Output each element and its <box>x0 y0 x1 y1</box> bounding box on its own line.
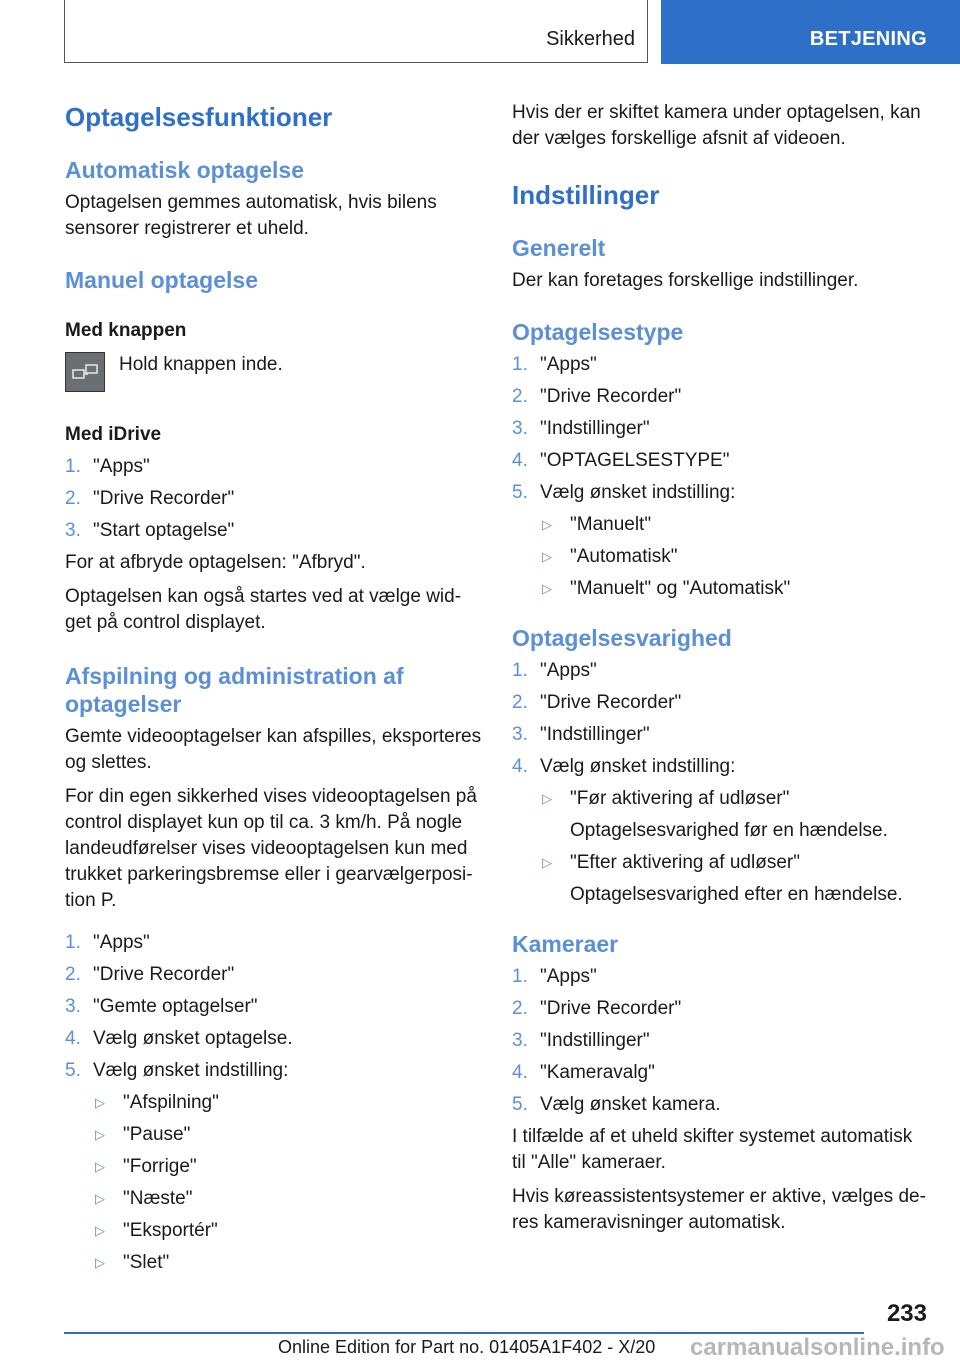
button-instruction-text: Hold knappen inde. <box>119 354 283 375</box>
recording-type-heading: Optagelsestype <box>512 319 684 345</box>
option-item: ▷ "Pause" <box>65 1122 483 1148</box>
general-heading: Generelt <box>512 235 606 261</box>
general-text: Der kan foretages forskellige indstillinger. <box>512 270 859 291</box>
triangle-bullet-icon: ▷ <box>542 517 552 532</box>
list-item: 1. "Apps" <box>512 354 597 375</box>
watermark: carmanualsonline.info <box>690 1334 945 1361</box>
page-number: 233 <box>886 1300 927 1327</box>
cameras-text-1: I tilfælde af et uheld skifter systemet automatisk til "Alle" kameraer. <box>512 1126 913 1173</box>
widget-text: Optagelsen kan også startes ved at vælge wid-get på control displayet. <box>65 586 462 633</box>
triangle-bullet-icon: ▷ <box>95 1159 105 1174</box>
list-item: 1. "Apps" <box>65 456 150 477</box>
recording-duration-heading: Optagelsesvarighed <box>512 625 732 651</box>
button-instruction <box>65 352 483 392</box>
option-note: Optagelsesvarighed før en hændelse. <box>570 820 888 841</box>
triangle-bullet-icon: ▷ <box>542 549 552 564</box>
list-item: 5. Vælg ønsket indstilling: <box>512 482 736 503</box>
cameras-text-2: Hvis køreassistentsystemer er aktive, vælges de-res kameravisninger automatisk. <box>512 1186 926 1233</box>
option-item: ▷ "Eksportér" <box>65 1218 483 1244</box>
option-item: ▷ "Efter aktivering af udløser" <box>512 850 930 876</box>
option-item: ▷ "Afspilning" <box>65 1090 483 1116</box>
list-item: 4. Vælg ønsket optagelse. <box>65 1028 293 1049</box>
list-item: 2. "Drive Recorder" <box>65 488 235 509</box>
header-chapter-tab <box>661 0 960 64</box>
option-item: ▷ "Manuelt" og "Automatisk" <box>512 576 930 602</box>
option-note: Optagelsesvarighed efter en hændelse. <box>570 884 903 905</box>
header-section-title: Sikkerhed <box>546 28 635 50</box>
left-column <box>65 100 483 1282</box>
list-item: 1. "Apps" <box>512 966 597 987</box>
option-item: ▷ "Manuelt" <box>512 512 930 538</box>
triangle-bullet-icon: ▷ <box>542 855 552 870</box>
list-item: 4. "Kameravalg" <box>512 1062 655 1083</box>
option-item: ▷ "Forrige" <box>65 1154 483 1180</box>
playback-steps-list <box>65 930 483 1276</box>
triangle-bullet-icon: ▷ <box>95 1191 105 1206</box>
record-button-icon <box>65 352 105 392</box>
triangle-bullet-icon: ▷ <box>95 1127 105 1142</box>
list-item: 2. "Drive Recorder" <box>512 692 682 713</box>
playback-text-2: For din egen sikkerhed vises videooptagelsen på control displayet kun op til ca. 3 km/h. På nogle landeudførelser vises videooptagelsen kun med trukket parkeringsbremse eller i gearvælgerposi-tion P. <box>65 786 477 911</box>
option-item: ▷ "Slet" <box>65 1250 483 1276</box>
triangle-bullet-icon: ▷ <box>542 791 552 806</box>
recording-duration-list <box>512 658 930 908</box>
idrive-subheading: Med iDrive <box>65 424 162 445</box>
playback-text-1: Gemte videooptagelser kan afspilles, eksporteres og slettes. <box>65 726 482 773</box>
triangle-bullet-icon: ▷ <box>542 581 552 596</box>
stop-recording-text: For at afbryde optagelsen: "Afbryd". <box>65 552 366 573</box>
playback-heading: Afspilning og administration af optagelser <box>65 663 404 717</box>
option-item: ▷ "Næste" <box>65 1186 483 1212</box>
cameras-heading: Kameraer <box>512 931 619 957</box>
list-item: 2. "Drive Recorder" <box>65 964 235 985</box>
auto-recording-heading: Automatisk optagelse <box>65 157 304 183</box>
list-item: 3. "Indstillinger" <box>512 1030 650 1051</box>
triangle-bullet-icon: ▷ <box>95 1255 105 1270</box>
camera-switch-intro: Hvis der er skiftet kamera under optagelsen, kan der vælges forskellige afsnit af videoen. <box>512 102 921 149</box>
button-subheading: Med knappen <box>65 320 187 341</box>
triangle-bullet-icon: ▷ <box>95 1095 105 1110</box>
triangle-bullet-icon: ▷ <box>95 1223 105 1238</box>
footer-edition: Online Edition for Part no. 01405A1F402 - X/20 <box>278 1337 656 1357</box>
list-item: 3. "Gemte optagelser" <box>65 996 258 1017</box>
list-item: 3. "Indstillinger" <box>512 724 650 745</box>
option-item: ▷ "Før aktivering af udløser" <box>512 786 930 812</box>
list-item: 4. "OPTAGELSESTYPE" <box>512 450 730 471</box>
manual-steps-list <box>65 454 483 544</box>
page-title: Optagelsesfunktioner <box>65 102 333 132</box>
auto-recording-text: Optagelsen gemmes automatisk, hvis bilens sensorer registrerer et uheld. <box>65 192 437 239</box>
option-item: ▷ "Automatisk" <box>512 544 930 570</box>
right-column <box>512 100 930 1236</box>
settings-title: Indstillinger <box>512 180 660 210</box>
header-chapter-label: BETJENING <box>809 28 927 50</box>
list-item: 4. Vælg ønsket indstilling: <box>512 756 736 777</box>
list-item: 2. "Drive Recorder" <box>512 998 682 1019</box>
list-item: 5. Vælg ønsket kamera. <box>512 1094 721 1115</box>
list-item: 1. "Apps" <box>512 660 597 681</box>
list-item: 3. "Start optagelse" <box>65 520 235 541</box>
list-item: 2. "Drive Recorder" <box>512 386 682 407</box>
manual-recording-heading: Manuel optagelse <box>65 267 258 293</box>
list-item: 5. Vælg ønsket indstilling: <box>65 1060 289 1081</box>
cameras-list <box>512 964 930 1118</box>
list-item: 3. "Indstillinger" <box>512 418 650 439</box>
list-item: 1. "Apps" <box>65 932 150 953</box>
recording-type-list <box>512 352 930 602</box>
